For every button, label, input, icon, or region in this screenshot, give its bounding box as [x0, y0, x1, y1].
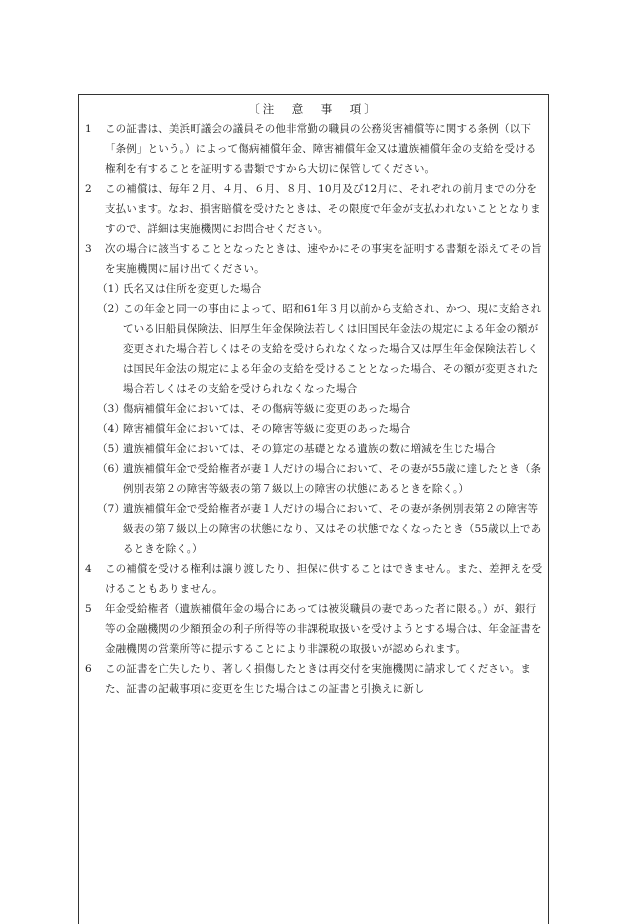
subitem-text: 障害補償年金においては、その障害等級に変更のあった場合 — [123, 423, 411, 435]
subitem-number: （2） — [97, 303, 126, 315]
notice-item-5 — [85, 599, 545, 659]
subitem-4 — [85, 419, 545, 439]
item-text: この補償を受ける権利は譲り渡したり、担保に供することはできません。また、差押えを受けることもありません。 — [105, 563, 543, 595]
subitem-2 — [85, 299, 545, 399]
item-number: 4 — [85, 563, 92, 575]
subitem-6 — [85, 459, 545, 499]
notice-content — [85, 119, 545, 699]
subitem-3 — [85, 399, 545, 419]
subitem-7 — [85, 499, 545, 559]
subitem-text: 遺族補償年金で受給権者が妻１人だけの場合において、その妻が55歳に達したとき（条例別表第２の障害等級表の第７級以上の障害の状態にあるときを除く。） — [123, 463, 542, 495]
item-number: 5 — [85, 603, 92, 615]
item-text: 年金受給権者（遺族補償年金の場合にあっては被災職員の妻であった者に限る。）が、銀行等の金融機関の少額預金の利子所得等の非課税取扱いを受けようとする場合は、年金証書を金融機関の営業所等に提示することにより非課税の取扱いが認められます。 — [105, 603, 542, 655]
subitem-text: 遺族補償年金においては、その算定の基礎となる遺族の数に増減を生じた場合 — [123, 443, 496, 455]
subitem-1 — [85, 279, 545, 299]
item-number: 6 — [85, 663, 92, 675]
subitem-number: （1） — [97, 283, 126, 295]
item-text: 次の場合に該当することとなったときは、速やかにその事実を証明する書類を添えてその旨を実施機関に届け出てください。 — [105, 243, 542, 275]
item-text: この証書は、美浜町議会の議員その他非常勤の職員の公務災害補償等に関する条例（以下「条例」という。）によって傷病補償年金、障害補償年金又は遺族補償年金の支給を受ける権利を有することを証明する書類ですから大切に保管してください。 — [105, 123, 537, 175]
item-number: 2 — [85, 183, 92, 195]
subitem-text: 遺族補償年金で受給権者が妻１人だけの場合において、その妻が条例別表第２の障害等級表の第７級以上の障害の状態になり、又はその状態でなくなったとき（55歳以上であるときを除く。） — [123, 503, 542, 555]
subitem-text: 氏名又は住所を変更した場合 — [123, 283, 262, 295]
notice-item-4 — [85, 559, 545, 599]
item-text: この補償は、毎年２月、４月、６月、８月、10月及び12月に、それぞれの前月までの分を支払います。なお、損害賠償を受けたときは、その限度で年金が支払われないこととなりますので、詳細は実施機関にお問合せください。 — [105, 183, 541, 235]
item-text: この証書を亡失したり、著しく損傷したときは再交付を実施機関に請求してください。また、証書の記載事項に変更を生じた場合はこの証書と引換えに新し — [105, 663, 531, 695]
document-title: 〔注 意 事 項〕 — [248, 102, 379, 116]
notice-item-3 — [85, 239, 545, 279]
notice-frame — [78, 94, 549, 924]
subitem-text: 傷病補償年金においては、その傷病等級に変更のあった場合 — [123, 403, 411, 415]
subitem-number: （3） — [97, 403, 126, 415]
subitem-number: （4） — [97, 423, 126, 435]
item-number: 3 — [85, 243, 92, 255]
subitem-text: この年金と同一の事由によって、昭和61年３月以前から支給され、かつ、現に支給されている旧船員保険法、旧厚生年金保険法若しくは旧国民年金法の規定による年金の額が変更された場合若しくはその支給を受けられなくなった場合又は厚生年金保険法若しくは国民年金法の規定による年金の支給を受けることとなった場合、その額が変更された場合若しくはその支給を受けられなくなった場合 — [123, 303, 542, 395]
subitem-number: （6） — [97, 463, 126, 475]
item-number: 1 — [85, 123, 92, 135]
subitem-5 — [85, 439, 545, 459]
subitem-number: （5） — [97, 443, 126, 455]
subitem-number: （7） — [97, 503, 126, 515]
notice-item-1 — [85, 119, 545, 179]
notice-item-6 — [85, 659, 545, 699]
notice-item-2 — [85, 179, 545, 239]
